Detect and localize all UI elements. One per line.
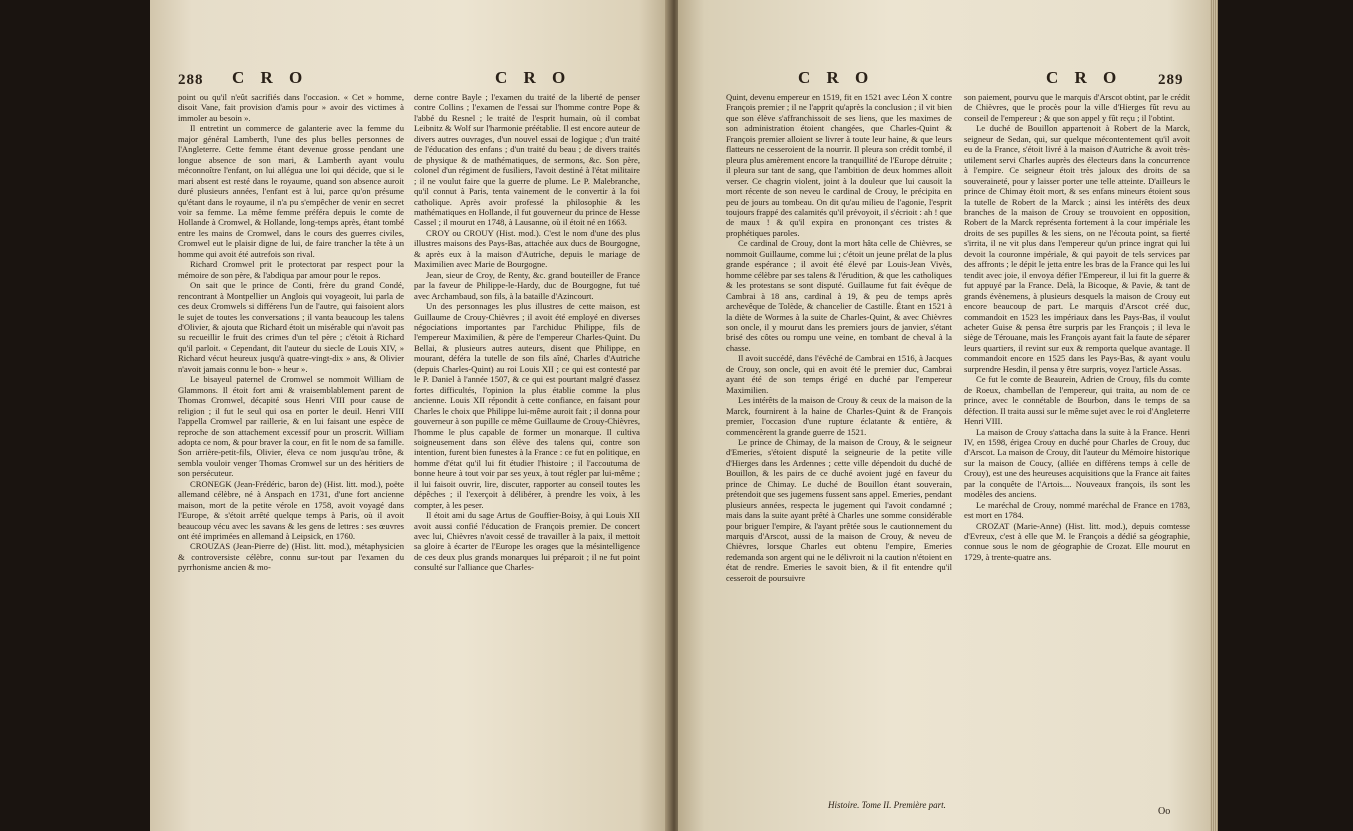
signature-line: Histoire. Tome II. Première part. [828, 800, 946, 810]
background-left [0, 0, 150, 831]
paragraph: CROUZAS (Jean-Pierre de) (Hist. litt. mod.), métaphysicien & controversiste célèbre, connu sur-tout par l'examen du pyrrhonisme ancien & mo- [178, 541, 404, 573]
running-header-right-1: C R O [798, 68, 875, 87]
paragraph: Le maréchal de Crouy, nommé maréchal de France en 1783, est mort en 1784. [964, 499, 1190, 521]
running-header-left-2: C R O [495, 68, 572, 87]
running-header-right-2: C R O [1046, 68, 1123, 87]
paragraph: point ou qu'il n'eût sacrifiés dans l'occasion. « Cet » homme, disoit Vane, fait provision d'amis pour » avoir des victimes à immoler au besoin ». [178, 92, 404, 123]
paragraph: Ce fut le comte de Beaurein, Adrien de Crouy, fils du comte de Roeux, chambellan de l'empereur, qui traita, au nom de ce prince, avec le connétable de Bourbon, dans le temps de sa défection. Il traita aussi sur le même sujet avec le roi d'Angleterre Henri VIII. [964, 374, 1190, 427]
paragraph: son paiement, pourvu que le marquis d'Arscot obtint, par le crédit de Chièvres, que le procès pour la ville d'Hierges fût revu au conseil de l'empereur ; & que son appel y fût reçu ; il l'obtint. [964, 92, 1190, 123]
paragraph: Ce cardinal de Crouy, dont la mort hâta celle de Chièvres, se nommoit Guillaume, comme lui ; c'étoit un jeune prélat de la plus grande espérance ; il avoit été élevé par Louis-Jean Vivès, homme célèbre par ses talens & l'érudition, & que les catholiques & les protestans se sont disputé. Guillaume fut fait évêque de Cambrai à 18 ans, cardinal à 19, & peu de temps après archevêque de Tolède, & chancelier de Castille. Étant en 1521 à la diète de Wormes à la suite de Charles-Quint, & avec Chièvres son oncle, il y mourut dans les premiers jours de janvier, s'étant brisé des côtes ou rompu une veine, en tombant de cheval à la chasse. [726, 238, 952, 353]
running-header-left-1: C R O [232, 68, 309, 87]
right-column-2 [964, 92, 1190, 562]
catchword: Oo [1158, 806, 1171, 817]
page-number-right: 289 [1158, 72, 1184, 88]
right-column-1 [726, 92, 952, 583]
open-book [150, 0, 1210, 831]
background-right [1210, 0, 1353, 831]
paragraph: Quint, devenu empereur en 1519, fit en 1521 avec Léon X contre François premier ; il ne l'apprit qu'après la conclusion ; il vit bien que son élève s'affranchissoit de ses liens, que les maximes de son administration étoient changées, que Charles-Quint & François premier alloient se livrer à toute leur haine, & que leurs flatteurs ne cesseroient de la nourrir. Il pleura son crédit tombé, il pleura plus amèrement encore la tranquillité de l'Europe détruite ; il pleura sur tant de sang, que l'ambition de deux hommes alloit verser. Ce chagrin violent, joint à la douleur que lui causoit la mort récente de son neveu le cardinal de Crouy, le précipita en peu de jours au tombeau. On dit qu'au milieu de l'agonie, l'esprit toujours frappé des calamités qu'il prévoyoit, il s'écrioit : ah ! que de maux ! & qu'il expira en prononçant ces tristes & prophétiques paroles. [726, 92, 952, 238]
paragraph: CRONEGK (Jean-Frédéric, baron de) (Hist. litt. mod.), poëte allemand célèbre, né à Anspach en 1731, d'une fort ancienne maison, mort de la petite vérole en 1758, avoit voyagé dans l'Europe, & s'étoit arrêté quelque temps à Paris, où il avoit beaucoup vécu avec les savans & les gens de lettres : ses œuvres ont été imprimées en allemand à Leipsick, en 1760. [178, 478, 404, 542]
paragraph: La maison de Crouy s'attacha dans la suite à la France. Henri IV, en 1598, érigea Crouy en duché pour Charles de Crouy, duc d'Arscot. La maison de Crouy, dit l'auteur du Mémoire historique sur la maison de Coucy, (alliée en différens temps à celle de Crouy), est une des heureuses acquisitions que la France ait faites par la conquête de l'Artois.... Nouveaux françois, ils sont les modèles des anciens. [964, 426, 1190, 500]
paragraph: Le duché de Bouillon appartenoit à Robert de la Marck, seigneur de Sedan, qui, sur quelque mécontentement qu'il avoit eu de la France, s'étoit livré à la maison d'Autriche & avoit très-utilement servi Charles auprès des électeurs dans la concurrence à l'empire. Ce seigneur étoit très jaloux des droits de sa souveraineté, pour y laisser porter une telle atteinte. D'ailleurs le prince de Chimay étoit mort, & ses enfans mineurs étoient sous la tutelle de Robert de la Marck ; ainsi les intérêts des deux branches de la maison de Crouy se trouvoient en opposition, Robert de la Marck représenta fortement à la cour impériale les droits de ses pupilles & les siens, on ne l'écouta point, sa fierté s'irrita, il ne vit plus dans l'empereur qu'un prince ingrat qui lui devoit la couronne impériale, & qui payoit de tels services par des affronts ; le dépit le jetta entre les bras de la France qui les lui tendit avec joie, il envoya défier l'Empereur, il lui fit la guerre & fut appuyé par la France. Delà, la Bicoque, & Pavie, & tant de grands évènemens, à plusieurs desquels la maison de Crouy eut encore beaucoup de part. Le marquis d'Arscot créé duc, commandoit en 1523 les impériaux dans les Pays-Bas, il voulut acheter Guise & pensa être surpris par les François ; il leva le siège de Térouane, mais les François ayant fait la faute de séparer leurs quartiers, il revint sur eux & remporta quelque avantage. Il commandoit encore en 1525 dans les Pays-Bas, & ayant voulu surprendre Hesdin, il pensa y être surpris, voyez l'article Assas. [964, 123, 1190, 374]
paragraph: Richard Cromwel prit le protectorat par respect pour la mémoire de son père, & l'abdiqua par amour pour le repos. [178, 259, 404, 280]
paragraph: On sait que le prince de Conti, frère du grand Condé, rencontrant à Montpellier un Anglois qui voyageoit, lui parla de ces deux Cromwels si différens l'un de l'autre, qui faisoient alors le sujet de toutes les conversations ; il vanta beaucoup les talens d'Olivier, & ajouta que Richard étoit un misérable qui n'avoit pas su recueillir le fruit des crimes d'un tel père ; c'étoit à Richard qu'il parloit. « Cependant, dit l'auteur du siecle de Louis XIV, » Richard vécut heureux jusqu'à quatre-vingt-dix » ans, & Olivier n'avoit jamais connu le bon- » heur ». [178, 280, 404, 374]
paragraph: Il avoit succédé, dans l'évêché de Cambrai en 1516, à Jacques de Crouy, son oncle, qui en avoit été le premier duc, Cambrai ayant été de son temps érigé en duché par l'empereur Maximilien. [726, 353, 952, 395]
paragraph: Le bisayeul paternel de Cromwel se nommoit William de Glammons. Il étoit fort ami & vraisemblablement parent de Thomas Cromwel, décapité sous Henri VIII pour cause de religion ; il fut le seul qui osa en porter le deuil. Henri VIII l'appella Cromwel par raillerie, & en lui faisant une espèce de reproche de son attachement excessif pour un proscrit. William adopta ce nom, & pour braver la cour, en fit le nom de sa famille. Son arrière-petit-fils, Olivier, éleva ce nom jusqu'au trône, & sembla vouloir venger Thomas Cromwel sur un des héritiers de son persécuteur. [178, 374, 404, 479]
paragraph: Il étoit ami du sage Artus de Gouffier-Boisy, à qui Louis XII avoit aussi confié l'éducation de François premier. De concert avec lui, Chièvres n'avoit cessé de travailler à la paix, il mettoit sa gloire à écarter de l'Europe les orages que la mésintelligence de ces deux plus grands monarques lui préparoit ; il ne fut point consulté sur l'alliance que Charles- [414, 510, 640, 573]
left-column-2 [414, 92, 640, 573]
left-page [150, 0, 670, 831]
page-number-left: 288 [178, 72, 204, 88]
left-column-1 [178, 92, 404, 573]
right-page [678, 0, 1210, 831]
paragraph: Le prince de Chimay, de la maison de Crouy, & le seigneur d'Emeries, s'étoient disputé la seigneurie de la petite ville d'Hierges dans les Ardennes ; cette ville dépendoit du duché de Bouillon, & les pairs de ce duché avoient jugé en faveur du prince de Chimay. Le duché de Bouillon étant souverain, prétendoit que ses jugemens fussent sans appel. Emeries, pendant plusieurs années, respecta le jugement qui l'avoit condamné ; mais dans la suite ayant prêté à Charles une somme considérable pour briguer l'empire, & l'ayant prêtée sous le cautionnement du marquis d'Arscot, aussi de la maison de Crouy, & neveu de Chièvres, lorsque Charles eut obtenu l'empire, Emeries redemanda son argent qui ne le délivroit ni la caution n'étoient en état de rendre. Emeries le savoit bien, & il fit entendre qu'il cesseroit de poursuivre [726, 436, 952, 583]
page-edges [1210, 0, 1218, 831]
paragraph: Un des personnages les plus illustres de cette maison, est Guillaume de Crouy-Chièvres ; il avoit été employé en diverses négociations importantes par l'archiduc Philippe, fils de l'empereur Maximilien, & père de l'empereur Charles-Quint. Du Bellai, & plusieurs autres auteurs, disent que Philippe, en mourant, déféra la tutelle de son fils aîné, Charles d'Autriche (depuis Charles-Quint) au roi Louis XII ; ce qui est contesté par le P. Daniel à l'année 1507, & ce qui est pourtant malgré d'assez fortes difficultés, l'opinion la plus établie comme la plus ancienne. Louis XII répondit à cette confiance, en faisant pour Charles le choix que Philippe lui-même auroit fait ; il donna pour gouverneur à son pupille ce même Guillaume de Crouy-Chièvres, l'homme le plus capable de former un monarque. Il cultiva soigneusement dans son élève des talens qui, contre son intention, furent bien funestes à la France : ce fut en politique, en homme d'état qu'il lui fit étudier l'histoire ; il l'accoutuma de bonne heure à tout voir par ses yeux, à tout régler par lui-même ; il lui faisoit ouvrir, lire, discuter, rapporter au conseil toutes les dépêches ; il l'exerçoit à délibérer, à prendre les voix, à les compter, à les peser. [414, 301, 640, 510]
paragraph: Les intérêts de la maison de Crouy & ceux de la maison de la Marck, fournirent à la haine de Charles-Quint & de François premier, l'occasion d'une rupture éclatante & entière, & commencèrent la grande guerre de 1521. [726, 395, 952, 437]
paragraph: derne contre Bayle ; l'examen du traité de la liberté de penser contre Collins ; l'examen de l'essai sur l'homme contre Pope & l'abbé du Resnel ; le traité de l'esprit humain, où il combat Leibnitz & Wolf sur l'harmonie préétablie. Il est encore auteur de divers autres ouvrages, d'un nouvel essai de logique ; d'un traité de l'éducation des enfans ; d'un traité du beau ; de divers traités de physique & de mathématiques, de sermons, &c. Son père, colonel d'un régiment de fusiliers, l'avoit destiné à l'état militaire ; il ne voulut faire que la guerre de plume. Le P. Malebranche, qu'il connut à Paris, tenta vainement de le convertir à la foi catholique. Après avoir professé la philosophie & les mathématiques en Hollande, il fut gouverneur du prince de Hesse Cassel ; il mourut en 1748, à Lausanne, où il étoit né en 1663. [414, 92, 640, 228]
paragraph: Il entretint un commerce de galanterie avec la femme du major général Lamberth, l'une des plus belles personnes de l'Angleterre. Cette femme étant devenue grosse pendant une longue absence de son mari, & Lamberth ayant voulu méconnoître l'enfant, on lui allégua une loi qui décide, que si le mari absent est resté dans le royaume, quand son absence auroit duré plusieurs années, l'enfant est à lui, parce qu'on présume qu'étant dans le royaume, il n'a pu s'empêcher de venir en secret voir sa femme. La même femme préféra depuis le comte de Hollande à Cromwel, & Hollande, long-temps après, étant tombé entre les mains de Cromwel, dans le cours des guerres civiles, Cromwel eut le plaisir digne de lui, de faire trancher la tête à un homme qui avoit été autrefois son rival. [178, 123, 404, 259]
paragraph: Jean, sieur de Croy, de Renty, &c. grand bouteiller de France par la faveur de Philippe-le-Hardy, duc de Bourgogne, fut tué avec Archambaud, son fils, à la bataille d'Azincourt. [414, 269, 640, 301]
paragraph: CROZAT (Marie-Anne) (Hist. litt. mod.), depuis comtesse d'Evreux, c'est à elle que M. le François a dédié sa géographie, connue sous le nom de géographie de Crozat. Elle mourut en 1729, à trente-quatre ans. [964, 520, 1190, 562]
paragraph: CROY ou CROUY (Hist. mod.). C'est le nom d'une des plus illustres maisons des Pays-Bas, attachée aux ducs de Bourgogne, & après eux à la maison d'Autriche, depuis le mariage de Maximilien avec Marie de Bourgogne. [414, 227, 640, 270]
